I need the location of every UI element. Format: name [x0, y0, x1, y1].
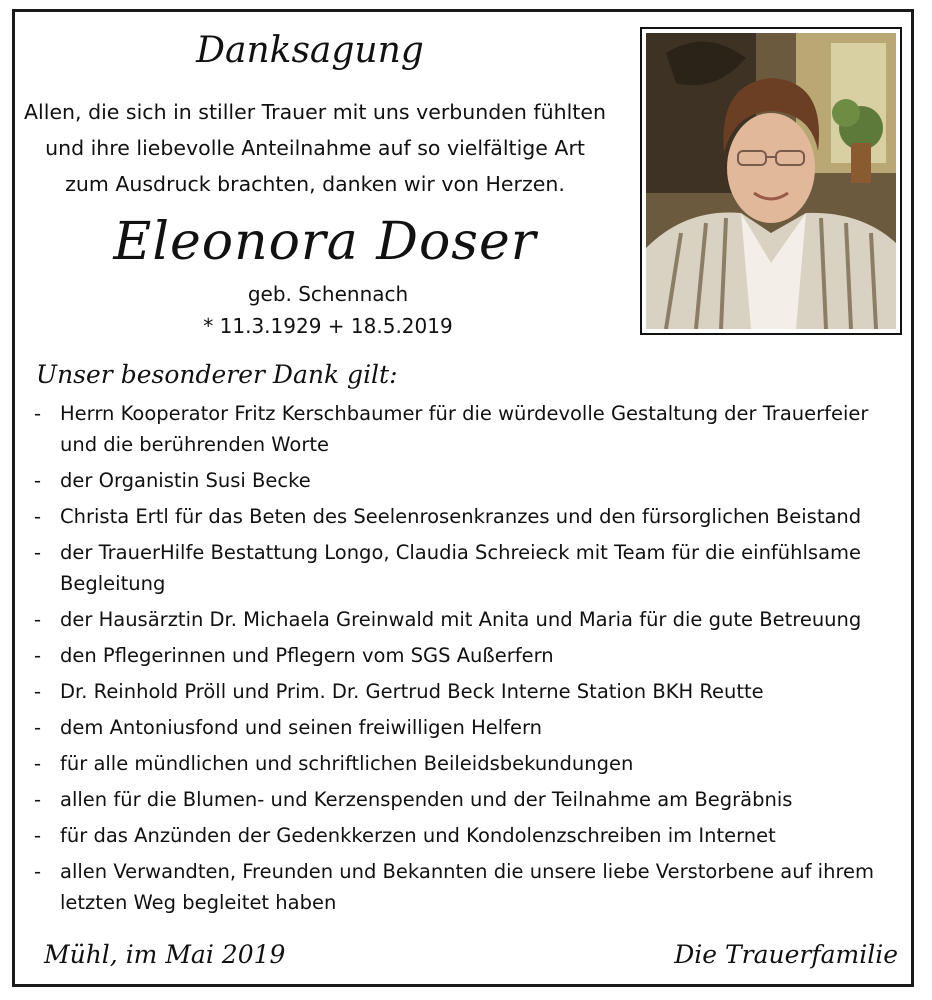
bullet-dash: -: [34, 860, 42, 883]
bullet-dash: -: [34, 752, 42, 775]
page-title: Danksagung: [196, 30, 424, 71]
portrait-image: [646, 33, 896, 329]
list-item: [34, 820, 904, 851]
list-item: [34, 537, 904, 599]
intro-line: zum Ausdruck brachten, danken wir von Herzen.: [65, 172, 565, 196]
life-dates: * 11.3.1929 + 18.5.2019: [203, 314, 453, 338]
list-item: [34, 784, 904, 815]
list-item: [34, 676, 904, 707]
bullet-dash: -: [34, 505, 42, 528]
thanks-list: [34, 398, 904, 923]
list-item: [34, 398, 904, 460]
bullet-dash: -: [34, 824, 42, 847]
list-item: [34, 748, 904, 779]
list-item-text: dem Antoniusfond und seinen freiwilligen Helfern: [60, 716, 543, 739]
list-item: [34, 712, 904, 743]
list-item-text: Dr. Reinhold Pröll und Prim. Dr. Gertrud Beck Interne Station BKH Reutte: [60, 680, 764, 703]
list-item-text: für das Anzünden der Gedenkkerzen und Kondolenzschreiben im Internet: [60, 824, 776, 847]
thanks-heading: Unser besonderer Dank gilt:: [36, 360, 398, 389]
list-item: [34, 856, 904, 918]
list-item-text: allen für die Blumen- und Kerzenspenden und der Teilnahme am Begräbnis: [60, 788, 793, 811]
place-date: Mühl, im Mai 2019: [44, 940, 286, 969]
list-item-text: für alle mündlichen und schriftlichen Beileidsbekundungen: [60, 752, 634, 775]
portrait-photo: [640, 27, 902, 335]
bullet-dash: -: [34, 788, 42, 811]
bullet-dash: -: [34, 541, 42, 564]
list-item-text: der TrauerHilfe Bestattung Longo, Claudia Schreieck mit Team für die einfühlsame Begleitung: [60, 541, 862, 595]
list-item: [34, 501, 904, 532]
list-item-text: Christa Ertl für das Beten des Seelenrosenkranzes und den fürsorglichen Beistand: [60, 505, 862, 528]
bullet-dash: -: [34, 644, 42, 667]
bullet-dash: -: [34, 469, 42, 492]
list-item: [34, 640, 904, 671]
list-item-text: allen Verwandten, Freunden und Bekannten die unsere liebe Verstorbene auf ihrem letzten Weg begleitet haben: [60, 860, 875, 914]
bullet-dash: -: [34, 716, 42, 739]
list-item: [34, 604, 904, 635]
intro-line: Allen, die sich in stiller Trauer mit uns verbunden fühlten: [24, 100, 606, 124]
deceased-name: Eleonora Doser: [113, 212, 537, 272]
intro-line: und ihre liebevolle Anteilnahme auf so vielfältige Art: [45, 136, 585, 160]
maiden-name: geb. Schennach: [247, 282, 409, 306]
list-item: [34, 465, 904, 496]
signature: Die Trauerfamilie: [674, 940, 898, 969]
list-item-text: Herrn Kooperator Fritz Kerschbaumer für die würdevolle Gestaltung der Trauerfeier und die berührenden Worte: [60, 402, 869, 456]
list-item-text: der Hausärztin Dr. Michaela Greinwald mit Anita und Maria für die gute Betreuung: [60, 608, 862, 631]
list-item-text: den Pflegerinnen und Pflegern vom SGS Außerfern: [60, 644, 554, 667]
bullet-dash: -: [34, 402, 42, 425]
bullet-dash: -: [34, 608, 42, 631]
intro-text: [0, 94, 630, 202]
list-item-text: der Organistin Susi Becke: [60, 469, 311, 492]
bullet-dash: -: [34, 680, 42, 703]
